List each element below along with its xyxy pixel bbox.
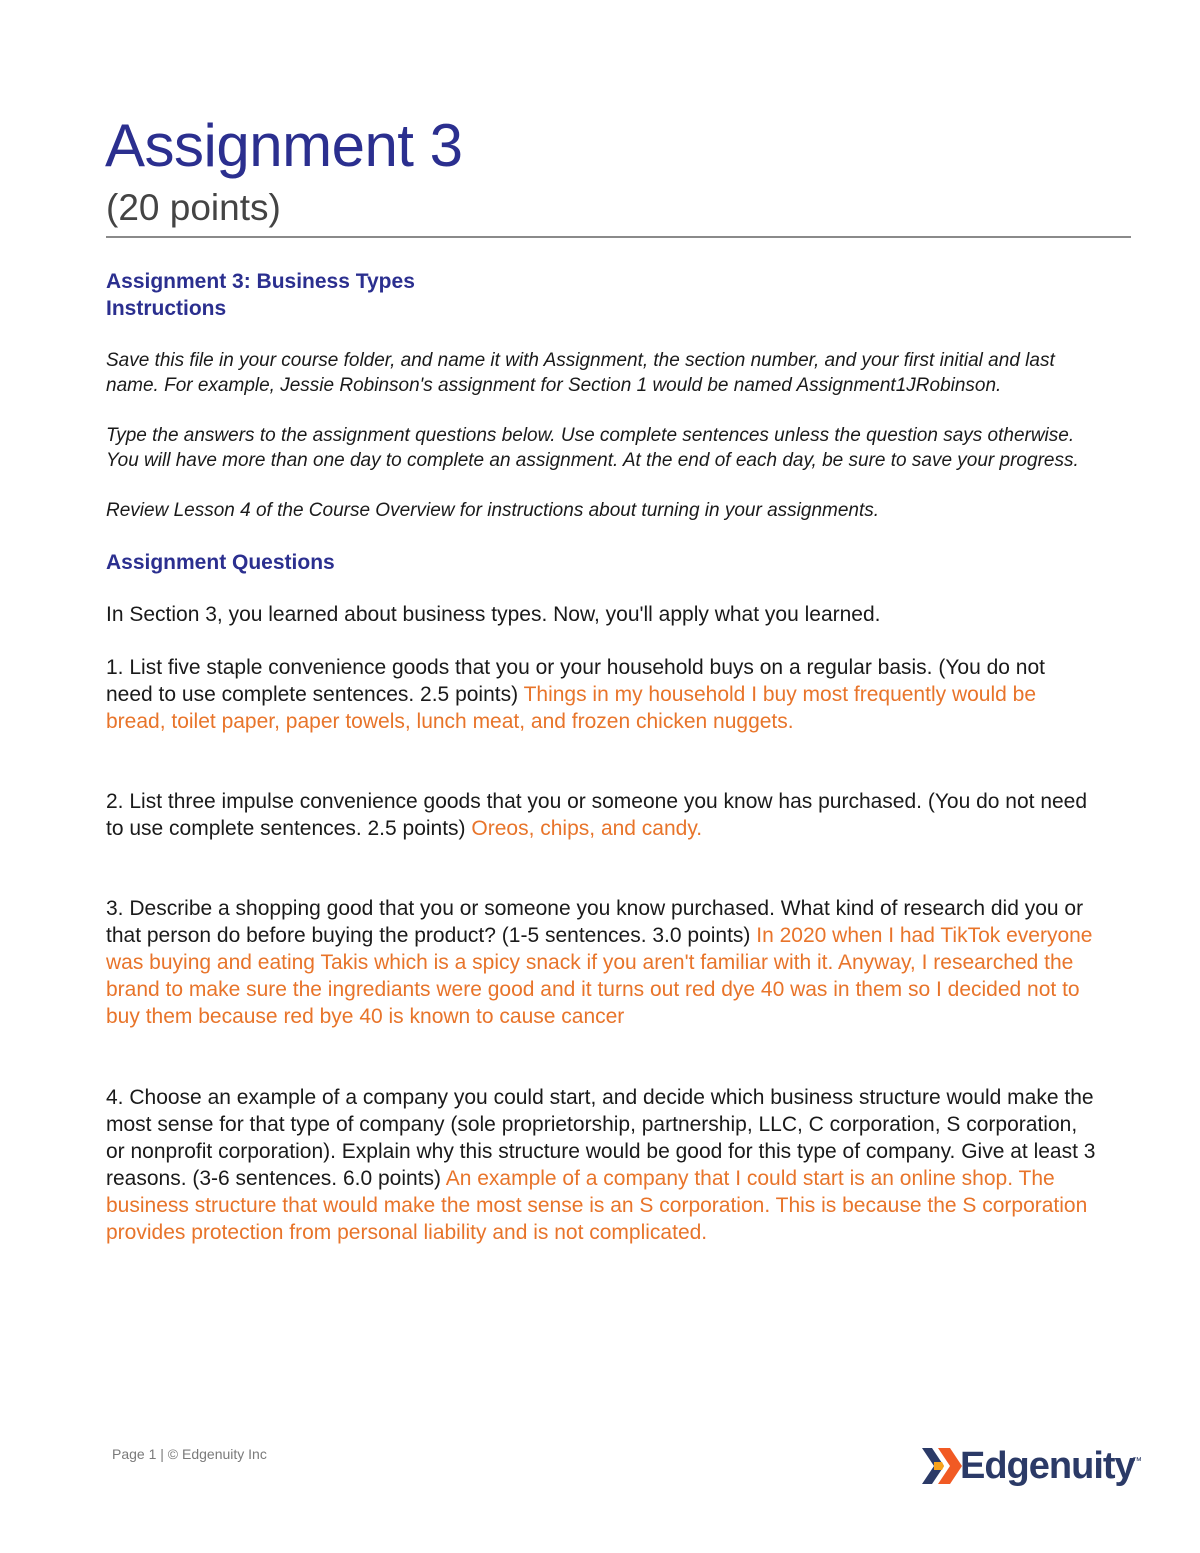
question-4-answer: An example of a company that I could start is an online shop. The business structure that would make the most sense is an S corporation. This is because the S corporation provides protection from personal liability and is not complicated. xyxy=(106,1167,1088,1244)
question-1-prompt: 1. List five staple convenience goods that you or your household buys on a regular basis. (You do not need to use complete sentences. 2.5 points) xyxy=(106,656,1046,706)
instructions-block xyxy=(106,268,1096,523)
instruction-review-lesson: Review Lesson 4 of the Course Overview for instructions about turning in your assignments. xyxy=(106,500,880,521)
instruction-save-file: Save this file in your course folder, and name it with Assignment, the section number, and your first initial and last name. For example, Jessie Robinson's assignment for Section 1 would be named Assignment1JRobinson. xyxy=(106,350,1055,396)
question-3-answer: In 2020 when I had TikTok everyone was buying and eating Takis which is a spicy snack if you aren't familiar with it. Anyway, I researched the brand to make sure the ingrediants were good and it turns out red dye 40 was in them so I decided not to buy them because red bye 40 is known to cause cancer xyxy=(106,924,1093,1028)
page-title: Assignment 3 xyxy=(105,112,463,179)
document-content xyxy=(106,268,1096,1246)
instruction-type-answers: Type the answers to the assignment questions below. Use complete sentences unless the question says otherwise. You will have more than one day to complete an assignment. At the end of each day, be sure to save your progress. xyxy=(106,425,1079,471)
question-1 xyxy=(106,654,1096,735)
question-2 xyxy=(106,788,1096,842)
trademark-symbol: ™ xyxy=(1132,1456,1142,1467)
page-subtitle: (20 points) xyxy=(106,187,281,228)
edgenuity-x-icon xyxy=(920,1444,964,1488)
question-3-prompt: 3. Describe a shopping good that you or someone you know purchased. What kind of research did you or that person do before buying the product? (1-5 sentences. 3.0 points) xyxy=(106,897,1084,947)
instructions-heading: Instructions xyxy=(106,297,227,320)
question-2-answer: Oreos, chips, and candy. xyxy=(471,817,703,840)
edgenuity-wordmark: Edgenuity xyxy=(960,1445,1135,1487)
question-2-prompt: 2. List three impulse convenience goods that you or someone you know has purchased. (You do not need to use complete sentences. 2.5 points) xyxy=(106,790,1088,840)
questions-intro: In Section 3, you learned about business types. Now, you'll apply what you learned. xyxy=(106,603,881,626)
question-4 xyxy=(106,1084,1096,1246)
question-4-prompt: 4. Choose an example of a company you could start, and decide which business structure would make the most sense for that type of company (sole proprietorship, partnership, LLC, C corporation, S corporation, or nonprofit corporation). Explain why this structure would be good for this type of company. Give at least 3 reasons. (3-6 sentences. 6.0 points) xyxy=(106,1086,1096,1190)
question-1-answer: Things in my household I buy most frequently would be bread, toilet paper, paper towels, lunch meat, and frozen chicken nuggets. xyxy=(106,683,1037,733)
title-divider xyxy=(106,236,1131,238)
questions-heading: Assignment Questions xyxy=(106,551,335,574)
edgenuity-logo xyxy=(920,1440,1150,1494)
page-footer: Page 1 | © Edgenuity Inc xyxy=(112,1446,267,1462)
assignment-heading: Assignment 3: Business Types xyxy=(106,270,415,293)
question-3 xyxy=(106,895,1096,1030)
